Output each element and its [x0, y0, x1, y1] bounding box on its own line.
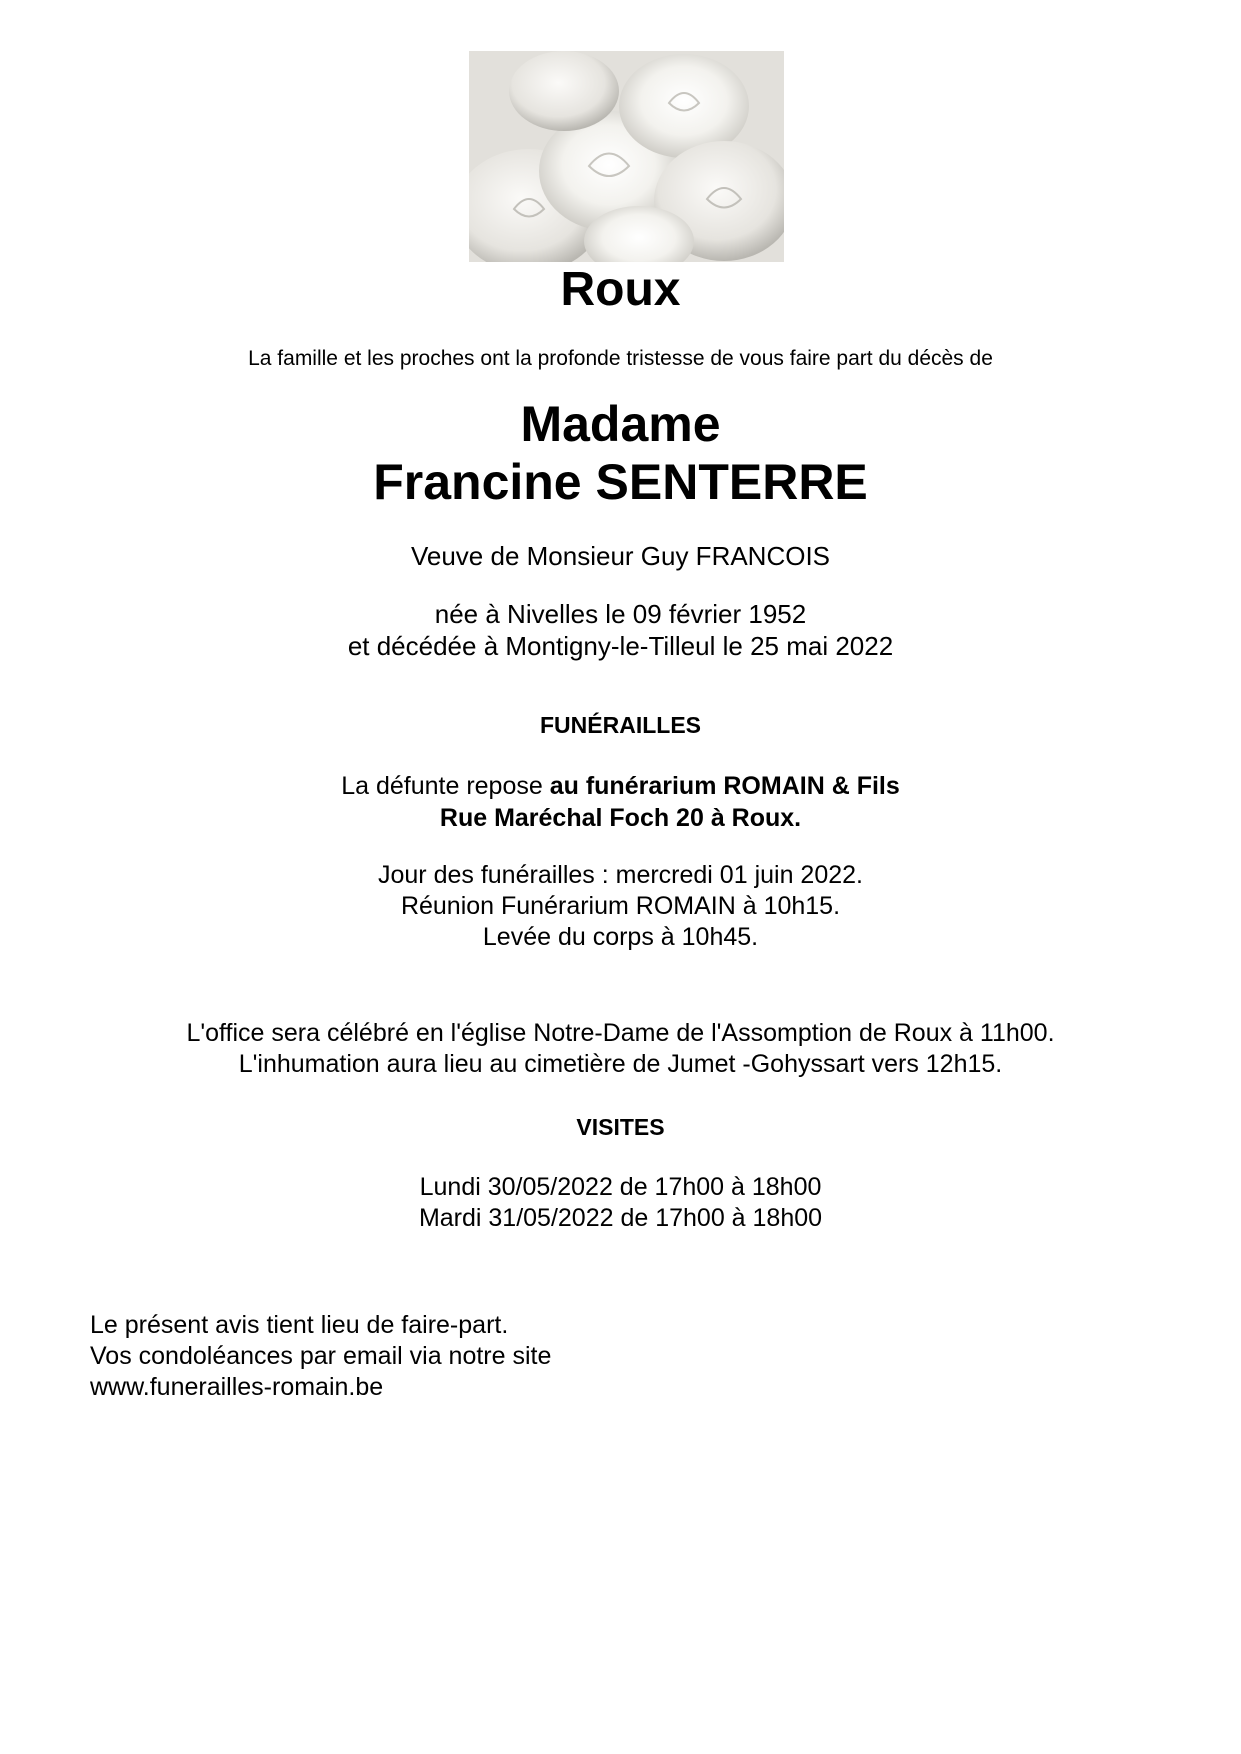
- birth-death-block: [0, 598, 1241, 662]
- town-title: Roux: [560, 263, 681, 316]
- funerals-heading: FUNÉRAILLES: [540, 712, 701, 738]
- deceased-name-block: [0, 395, 1241, 511]
- footer-notice: Le présent avis tient lieu de faire-part.: [90, 1311, 509, 1339]
- visits-heading: VISITES: [576, 1114, 665, 1140]
- repose-place: au funérarium ROMAIN & Fils: [549, 772, 900, 800]
- funeral-day: Jour des funérailles : mercredi 01 juin 2022.: [378, 861, 863, 889]
- repose-address: Rue Maréchal Foch 20 à Roux.: [439, 804, 802, 832]
- footer-notes: [90, 1310, 551, 1403]
- deceased-title: Madame: [520, 396, 721, 452]
- repose-line: [0, 770, 1241, 802]
- announcement-intro: La famille et les proches ont la profonde tristesse de vous faire part du décès de: [248, 347, 993, 370]
- birth-line: née à Nivelles le 09 février 1952: [434, 599, 807, 629]
- repose-block: [0, 770, 1241, 834]
- visit-item: Mardi 31/05/2022 de 17h00 à 18h00: [418, 1204, 823, 1232]
- funeral-schedule: [0, 860, 1241, 953]
- footer-condolences: Vos condoléances par email via notre site: [90, 1342, 552, 1370]
- office-line: L'office sera célébré en l'église Notre-Dame de l'Assomption de Roux à 11h00.: [186, 1019, 1055, 1047]
- ceremony-block: [0, 1018, 1241, 1080]
- funeral-lifting: Levée du corps à 10h45.: [482, 923, 759, 951]
- white-roses-photo: [469, 51, 784, 262]
- death-line: et décédée à Montigny-le-Tilleul le 25 mai 2022: [347, 631, 894, 661]
- visits-list: [0, 1172, 1241, 1234]
- footer-website-link[interactable]: www.funerailles-romain.be: [90, 1373, 384, 1401]
- burial-line: L'inhumation aura lieu au cimetière de Jumet -Gohyssart vers 12h15.: [238, 1050, 1003, 1078]
- spouse-line: Veuve de Monsieur Guy FRANCOIS: [410, 541, 831, 571]
- repose-prefix: La défunte repose: [341, 772, 550, 800]
- deceased-name: Francine SENTERRE: [373, 454, 868, 510]
- visit-item: Lundi 30/05/2022 de 17h00 à 18h00: [419, 1173, 822, 1201]
- rose-flower-icon: [469, 51, 784, 262]
- funeral-meeting: Réunion Funérarium ROMAIN à 10h15.: [400, 892, 841, 920]
